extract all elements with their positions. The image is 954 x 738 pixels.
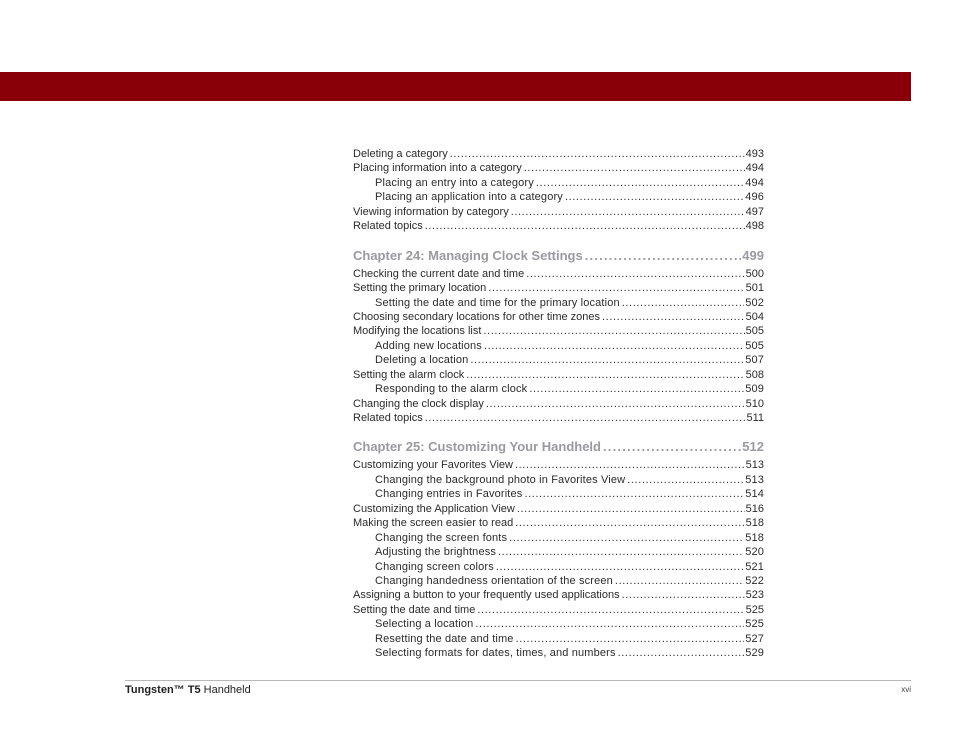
- toc-entry[interactable]: [353, 458, 764, 472]
- toc-entry-title: Chapter 25: Customizing Your Handheld: [353, 439, 601, 455]
- dot-leader: [475, 617, 744, 631]
- toc-page-number: 529: [745, 647, 764, 660]
- dot-leader: [627, 473, 744, 487]
- toc-entry-title: Changing the background photo in Favorites View: [375, 473, 626, 486]
- toc-page-number: 499: [742, 247, 764, 263]
- toc-subentry[interactable]: [353, 646, 764, 660]
- toc-subentry[interactable]: [353, 382, 764, 396]
- toc-page-number: 513: [745, 459, 764, 472]
- toc-page-number: 496: [745, 191, 764, 204]
- toc-subentry[interactable]: [353, 176, 764, 190]
- toc-page-number: 518: [745, 517, 764, 530]
- toc-entry-title: Changing the screen fonts: [375, 531, 508, 544]
- dot-leader: [466, 368, 744, 382]
- toc-entry-title: Assigning a button to your frequently used applications: [353, 589, 620, 602]
- toc-page-number: 502: [745, 296, 764, 309]
- toc-entry-title: Responding to the alarm clock: [375, 383, 528, 396]
- toc-entry[interactable]: [353, 411, 764, 425]
- toc-subentry[interactable]: [353, 632, 764, 646]
- toc-entry-title: Changing entries in Favorites: [375, 488, 523, 501]
- dot-leader: [496, 560, 744, 574]
- toc-subentry[interactable]: [353, 353, 764, 367]
- dot-leader: [515, 516, 744, 530]
- toc-subentry[interactable]: [353, 574, 764, 588]
- toc-entry-title: Checking the current date and time: [353, 267, 525, 280]
- dot-leader: [470, 353, 744, 367]
- toc-entry[interactable]: [353, 281, 764, 295]
- toc-page-number: 512: [742, 439, 764, 455]
- toc-subentry[interactable]: [353, 531, 764, 545]
- toc-entry[interactable]: [353, 588, 764, 602]
- toc-entry-title: Deleting a category: [353, 148, 448, 160]
- toc-entry-title: Setting the date and time: [353, 603, 476, 616]
- toc-entry[interactable]: [353, 205, 764, 219]
- toc-entry-title: Modifying the locations list: [353, 325, 482, 338]
- toc-subentry[interactable]: [353, 190, 764, 204]
- dot-leader: [524, 487, 744, 501]
- toc-page-number: 498: [745, 220, 764, 233]
- dot-leader: [622, 296, 744, 310]
- toc-entry[interactable]: [353, 219, 764, 233]
- dot-leader: [615, 574, 744, 588]
- toc-page-number: 516: [745, 502, 764, 515]
- toc-subentry[interactable]: [353, 473, 764, 487]
- toc-entry-title: Setting the primary location: [353, 282, 487, 295]
- toc-entry-title: Chapter 24: Managing Clock Settings: [353, 247, 583, 263]
- toc-entry-title: Selecting formats for dates, times, and numbers: [375, 647, 616, 660]
- toc-subentry[interactable]: [353, 296, 764, 310]
- toc-subentry[interactable]: [353, 545, 764, 559]
- toc-subentry[interactable]: [353, 339, 764, 353]
- dot-leader: [483, 324, 744, 338]
- dot-leader: [484, 339, 744, 353]
- footer-product-name: [125, 683, 251, 697]
- dot-leader: [517, 502, 745, 516]
- toc-entry-title: Placing an entry into a category: [375, 176, 534, 189]
- toc-entry-title: Customizing the Application View: [353, 502, 515, 515]
- dot-leader: [425, 411, 746, 425]
- dot-leader: [526, 267, 744, 281]
- toc-entry-title: Placing information into a category: [353, 162, 522, 175]
- footer-brand: Tungsten™ T5: [125, 684, 201, 696]
- toc-entry[interactable]: [353, 161, 764, 175]
- toc-page-number: 525: [745, 603, 764, 616]
- toc-page-number: 493: [745, 148, 764, 160]
- toc-entry-title: Changing screen colors: [375, 560, 494, 573]
- toc-entry[interactable]: [353, 267, 764, 281]
- toc-page-number: 504: [745, 310, 764, 323]
- toc-entry[interactable]: [353, 502, 764, 516]
- dot-leader: [509, 531, 744, 545]
- footer-divider: [125, 680, 911, 681]
- toc-entry[interactable]: [353, 310, 764, 324]
- dot-leader: [529, 382, 744, 396]
- dot-leader: [524, 161, 745, 175]
- page-number: xvi: [901, 685, 911, 694]
- toc-page-number: 507: [745, 354, 764, 367]
- dot-leader: [477, 603, 744, 617]
- toc-page-number: 508: [745, 368, 764, 381]
- toc-entry-title: Changing the clock display: [353, 397, 484, 410]
- toc-page-number: 511: [746, 412, 764, 424]
- toc-entry-title: Setting the date and time for the primary location: [375, 296, 620, 309]
- dot-leader: [618, 646, 745, 660]
- dot-leader: [450, 147, 745, 161]
- dot-leader: [425, 219, 745, 233]
- toc-page-number: 501: [745, 282, 764, 295]
- toc-page-number: 505: [745, 325, 764, 338]
- table-of-contents: [353, 147, 764, 661]
- header-bar: [0, 72, 911, 101]
- toc-entry-title: Setting the alarm clock: [353, 368, 465, 381]
- toc-page-number: 494: [745, 176, 764, 189]
- toc-entry[interactable]: [353, 603, 764, 617]
- dot-leader: [622, 588, 745, 602]
- toc-entry-title: Making the screen easier to read: [353, 517, 514, 530]
- toc-page-number: 522: [745, 574, 764, 587]
- toc-entry[interactable]: [353, 368, 764, 382]
- dot-leader: [585, 247, 742, 265]
- toc-page-number: 505: [745, 339, 764, 352]
- toc-subentry[interactable]: [353, 617, 764, 631]
- toc-chapter-heading[interactable]: [353, 438, 764, 456]
- dot-leader: [486, 397, 745, 411]
- toc-entry-title: Viewing information by category: [353, 205, 509, 218]
- toc-entry-title: Adjusting the brightness: [375, 546, 497, 559]
- toc-page-number: 500: [745, 267, 764, 280]
- toc-entry-title: Placing an application into a category: [375, 191, 563, 204]
- dot-leader: [516, 632, 745, 646]
- toc-entry-title: Selecting a location: [375, 618, 474, 631]
- dot-leader: [498, 545, 744, 559]
- toc-entry-title: Deleting a location: [375, 354, 469, 367]
- toc-page-number: 521: [745, 560, 764, 573]
- toc-page-number: 523: [745, 589, 764, 602]
- toc-page-number: 518: [745, 531, 764, 544]
- toc-page-number: 509: [745, 383, 764, 396]
- toc-entry-title: Customizing your Favorites View: [353, 459, 513, 472]
- toc-chapter-heading[interactable]: [353, 247, 764, 265]
- dot-leader: [515, 458, 745, 472]
- toc-page-number: 513: [745, 473, 764, 486]
- toc-entry-title: Related topics: [353, 412, 423, 424]
- toc-entry-title: Resetting the date and time: [375, 632, 514, 645]
- toc-page-number: 510: [745, 397, 764, 410]
- toc-page-number: 497: [745, 205, 764, 218]
- toc-entry-title: Changing handedness orientation of the screen: [375, 574, 613, 587]
- dot-leader: [603, 438, 741, 456]
- toc-entry[interactable]: [353, 397, 764, 411]
- dot-leader: [602, 310, 745, 324]
- dot-leader: [488, 281, 744, 295]
- footer-product: Handheld: [200, 684, 251, 696]
- dot-leader: [565, 190, 744, 204]
- toc-entry-title: Choosing secondary locations for other time zones: [353, 310, 601, 323]
- toc-entry[interactable]: [353, 147, 764, 161]
- toc-entry-title: Related topics: [353, 220, 423, 233]
- toc-page-number: 527: [745, 632, 764, 645]
- toc-entry-title: Adding new locations: [375, 339, 482, 352]
- toc-page-number: 514: [745, 488, 764, 501]
- toc-page-number: 494: [745, 162, 764, 175]
- dot-leader: [511, 205, 745, 219]
- toc-page-number: 520: [745, 546, 764, 559]
- toc-entry[interactable]: [353, 516, 764, 530]
- toc-subentry[interactable]: [353, 560, 764, 574]
- toc-subentry[interactable]: [353, 487, 764, 501]
- toc-page-number: 525: [745, 618, 764, 631]
- dot-leader: [536, 176, 744, 190]
- toc-entry[interactable]: [353, 324, 764, 338]
